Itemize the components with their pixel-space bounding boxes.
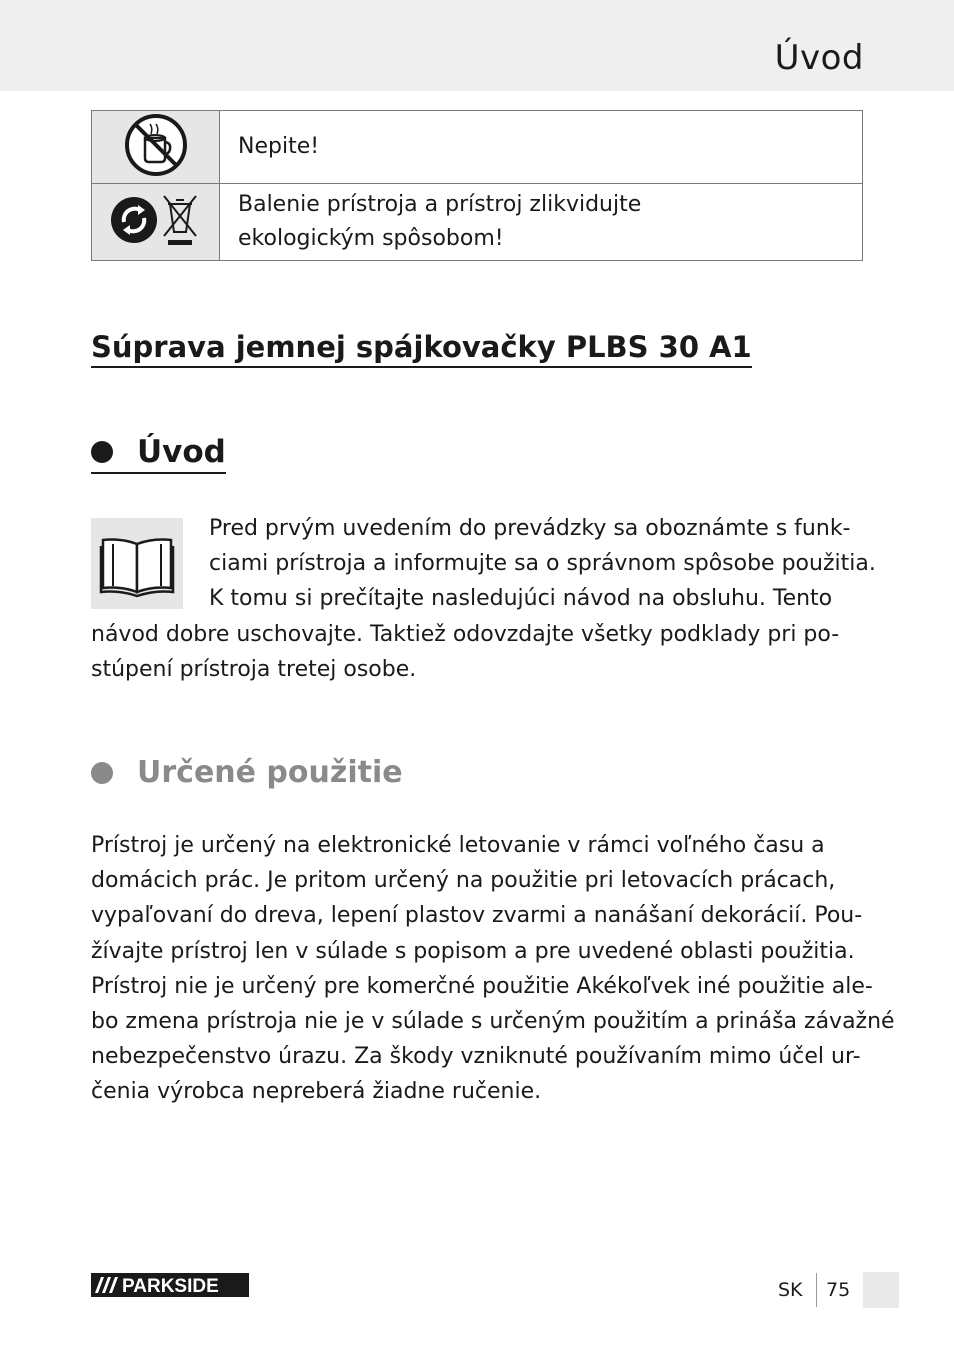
text-line: vypaľovaní do dreva, lepení plastov zvarmi a nanášaní dekorácií. Pou- <box>91 903 863 929</box>
page-header-title: Úvod <box>774 38 864 78</box>
text-line: Pred prvým uvedením do prevádzky sa oboznámte s funk- <box>209 516 851 541</box>
text-line: bo zmena prístroja nie je v súlade s určeným použitím a prináša závažné <box>91 1009 895 1035</box>
footer-divider <box>816 1273 817 1307</box>
symbol-text <box>220 184 863 261</box>
symbol-text-line: ekologickým spôsobom! <box>238 226 504 251</box>
section-title: Úvod <box>137 434 226 470</box>
text-line: čenia výrobca nepreberá žiadne ručenie. <box>91 1079 542 1105</box>
table-row <box>92 111 863 184</box>
symbol-text-line: Balenie prístroja a prístroj zlikvidujte <box>238 192 642 217</box>
intro-paragraph <box>91 511 876 687</box>
text-line: ciami prístroja a informujte sa o správnom spôsobe použitia. <box>209 551 876 577</box>
recycling-icon <box>110 192 202 248</box>
symbol-text <box>220 111 863 184</box>
text-line: Prístroj nie je určený pre komerčné použitie Akékoľvek iné použitie ale- <box>91 973 873 999</box>
page-number: 75 <box>826 1279 851 1301</box>
symbol-text-line: Nepite! <box>238 134 320 159</box>
text-line: nebezpečenstvo úrazu. Za škody vzniknuté používaním mimo účel ur- <box>91 1044 861 1070</box>
brand-logo <box>91 1273 249 1297</box>
product-title: Súprava jemnej spájkovačky PLBS 30 A1 <box>91 330 752 368</box>
text-line: Prístroj je určený na elektronické letovanie v rámci voľného času a <box>91 833 825 858</box>
use-paragraph <box>91 828 895 1110</box>
text-line: žívajte prístroj len v súlade s popisom a pre uvedené oblasti použitia. <box>91 938 855 964</box>
table-row <box>92 184 863 261</box>
bullet-icon <box>91 441 113 463</box>
text-line: stúpení prístroja tretej osobe. <box>91 656 417 682</box>
symbols-table <box>91 110 863 261</box>
text-line: návod dobre uschovajte. Taktiež odovzdajte všetky podklady pri po- <box>91 621 840 647</box>
section-title: Určené použitie <box>137 755 403 790</box>
section-heading-use <box>91 755 403 790</box>
text-line: K tomu si prečítajte nasledujúci návod na obsluhu. Tento <box>209 586 833 612</box>
text-line: domácich prác. Je pritom určený na použitie pri letovacích prácach, <box>91 868 836 894</box>
footer-tab <box>863 1272 899 1308</box>
bullet-icon <box>91 762 113 784</box>
brand-name: PARKSIDE <box>122 1276 219 1297</box>
symbol-cell <box>92 111 220 184</box>
no-drinking-icon <box>123 112 189 178</box>
section-heading-intro <box>91 434 226 474</box>
symbol-cell <box>92 184 220 261</box>
footer-language: SK <box>778 1279 803 1301</box>
